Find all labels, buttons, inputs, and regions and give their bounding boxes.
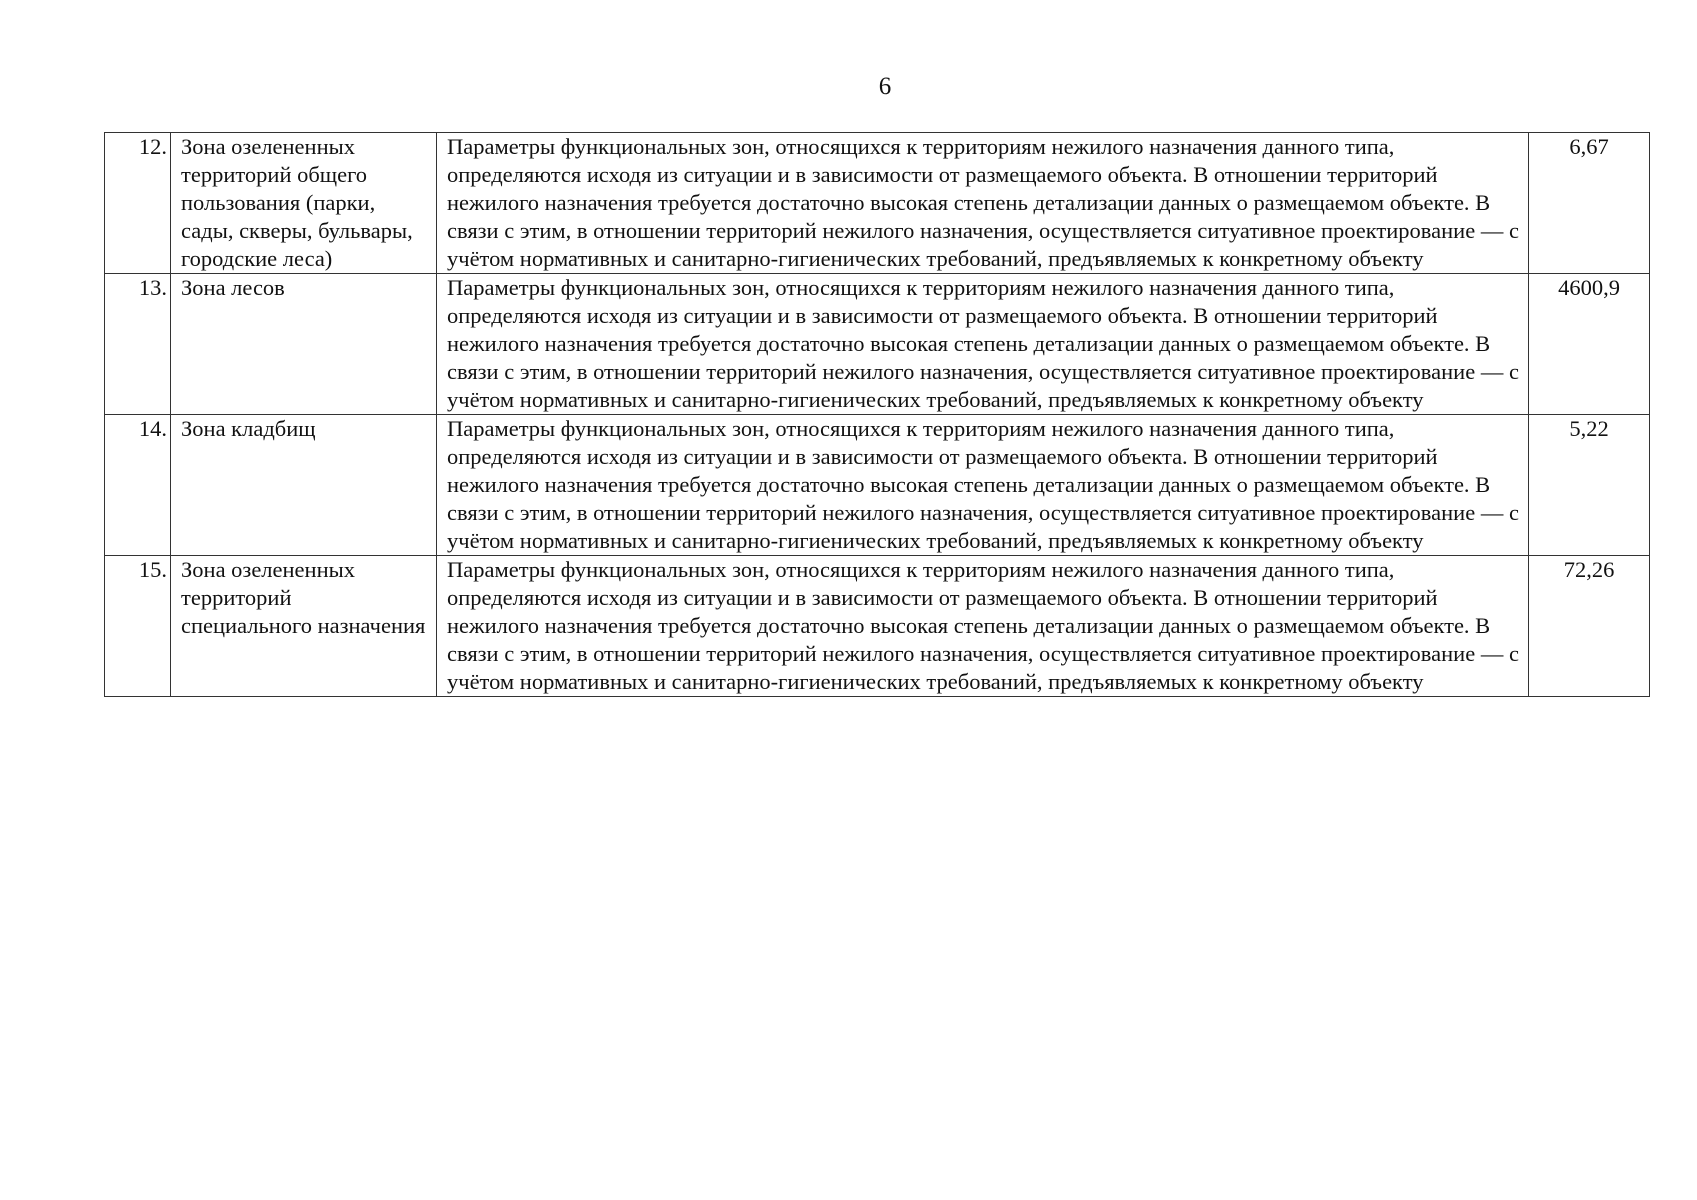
row-number: 14. [105,415,171,556]
table-row [105,274,1650,415]
zone-name: Зона озелененных территорий специального назначения [171,556,437,697]
row-number: 13. [105,274,171,415]
row-number: 15. [105,556,171,697]
table-row [105,133,1650,274]
table-row [105,556,1650,697]
zone-area: 5,22 [1529,415,1650,556]
table-row [105,415,1650,556]
page-number: 6 [878,73,892,100]
zone-area: 6,67 [1529,133,1650,274]
zone-description: Параметры функциональных зон, относящихся к территориям нежилого назначения данного типа, определяются исходя из ситуации и в зависимости от размещаемого объекта. В отношении территорий нежилого назначения требуется достаточно высокая степень детализации данных о размещаемом объекте. В связи с этим, в отношении территорий нежилого назначения, осуществляется ситуативное проектирование — с учётом нормативных и санитарно-гигиенических требований, предъявляемых к конкретному объекту [437,274,1529,415]
zone-name: Зона озелененных территорий общего пользования (парки, сады, скверы, бульвары, городские леса) [171,133,437,274]
zone-description: Параметры функциональных зон, относящихся к территориям нежилого назначения данного типа, определяются исходя из ситуации и в зависимости от размещаемого объекта. В отношении территорий нежилого назначения требуется достаточно высокая степень детализации данных о размещаемом объекте. В связи с этим, в отношении территорий нежилого назначения, осуществляется ситуативное проектирование — с учётом нормативных и санитарно-гигиенических требований, предъявляемых к конкретному объекту [437,415,1529,556]
zone-name: Зона лесов [171,274,437,415]
zone-area: 4600,9 [1529,274,1650,415]
zone-description: Параметры функциональных зон, относящихся к территориям нежилого назначения данного типа, определяются исходя из ситуации и в зависимости от размещаемого объекта. В отношении территорий нежилого назначения требуется достаточно высокая степень детализации данных о размещаемом объекте. В связи с этим, в отношении территорий нежилого назначения, осуществляется ситуативное проектирование — с учётом нормативных и санитарно-гигиенических требований, предъявляемых к конкретному объекту [437,556,1529,697]
zone-name: Зона кладбищ [171,415,437,556]
zone-description: Параметры функциональных зон, относящихся к территориям нежилого назначения данного типа, определяются исходя из ситуации и в зависимости от размещаемого объекта. В отношении территорий нежилого назначения требуется достаточно высокая степень детализации данных о размещаемом объекте. В связи с этим, в отношении территорий нежилого назначения, осуществляется ситуативное проектирование — с учётом нормативных и санитарно-гигиенических требований, предъявляемых к конкретному объекту [437,133,1529,274]
zone-area: 72,26 [1529,556,1650,697]
zones-table [104,132,1650,697]
row-number: 12. [105,133,171,274]
